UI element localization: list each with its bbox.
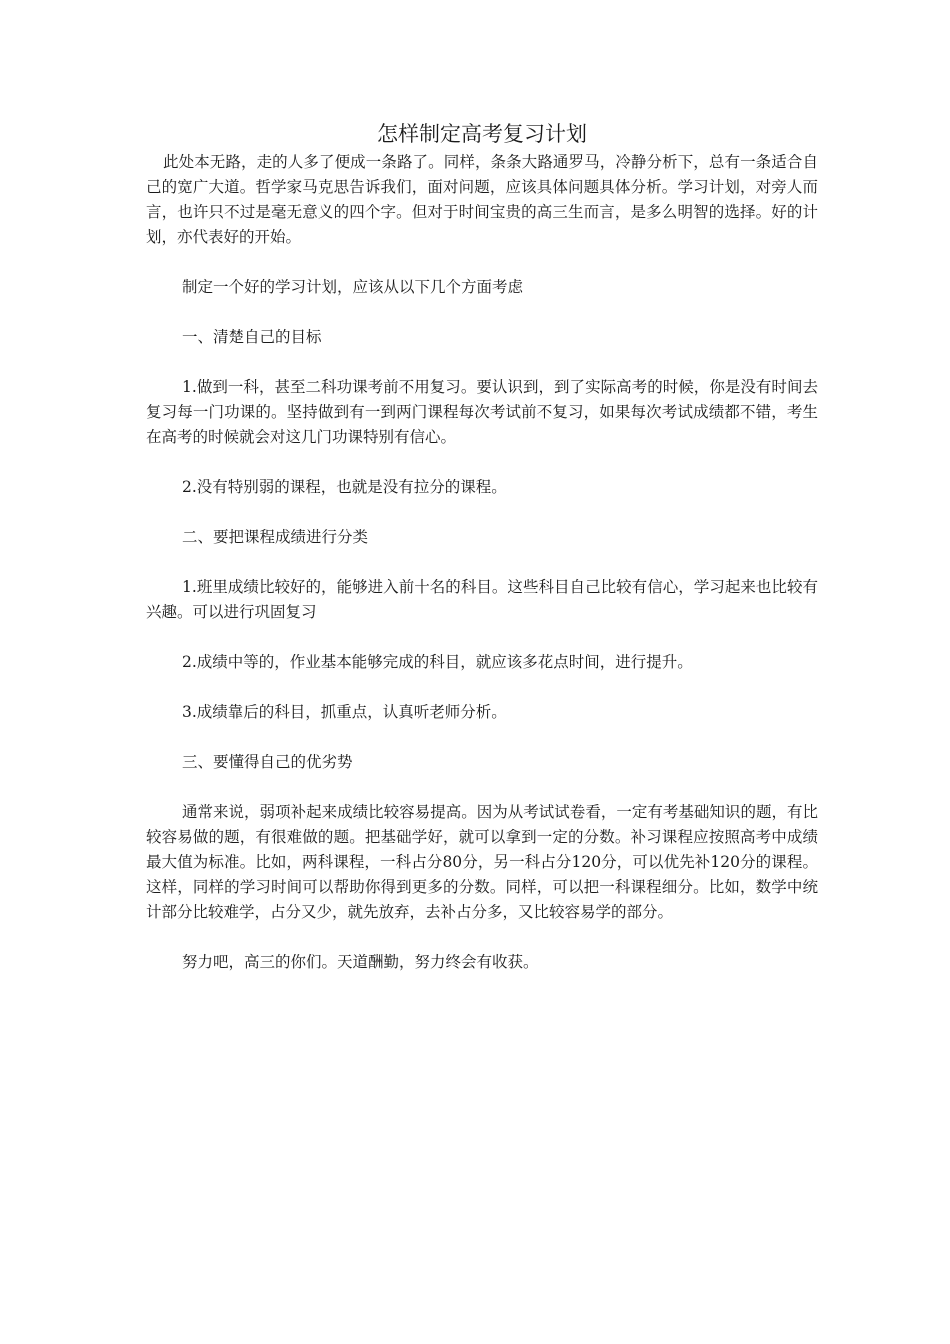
- classify-point-3: 3.成绩靠后的科目，抓重点，认真听老师分析。: [182, 703, 507, 721]
- document-title: 怎样制定高考复习计划: [377, 122, 587, 146]
- section-heading-strengths: 三、要懂得自己的优劣势: [182, 753, 353, 771]
- classify-point-1: 1.班里成绩比较好的，能够进入前十名的科目。这些科目自己比较有信心，学习起来也比较有兴趣。可以进行巩固复习: [146, 578, 818, 621]
- section-heading-goals: 一、清楚自己的目标: [182, 328, 322, 346]
- plan-lead-paragraph: 制定一个好的学习计划，应该从以下几个方面考虑: [182, 278, 524, 296]
- closing-paragraph: 努力吧，高三的你们。天道酬勤，努力终会有收获。: [182, 953, 539, 971]
- goals-point-2: 2.没有特别弱的课程，也就是没有拉分的课程。: [182, 478, 507, 496]
- classify-point-2: 2.成绩中等的，作业基本能够完成的科目，就应该多花点时间，进行提升。: [182, 653, 693, 671]
- section-heading-classify: 二、要把课程成绩进行分类: [182, 528, 369, 546]
- intro-paragraph: 此处本无路，走的人多了便成一条路了。同样，条条大路通罗马，冷静分析下，总有一条适合自己的宽广大道。哲学家马克思告诉我们，面对问题，应该具体问题具体分析。学习计划，对旁人而言，也许只不过是毫无意义的四个字。但对于时间宝贵的高三生而言，是多么明智的选择。好的计划，亦代表好的开始。: [146, 153, 818, 246]
- document-page: [146, 118, 818, 975]
- goals-point-1: 1.做到一科，甚至二科功课考前不用复习。要认识到，到了实际高考的时候，你是没有时间去复习每一门功课的。坚持做到有一到两门课程每次考试前不复习，如果每次考试成绩都不错，考生在高考的时候就会对这几门功课特别有信心。: [146, 378, 818, 446]
- strengths-paragraph: 通常来说，弱项补起来成绩比较容易提高。因为从考试试卷看，一定有考基础知识的题，有比较容易做的题，有很难做的题。把基础学好，就可以拿到一定的分数。补习课程应按照高考中成绩最大值为标准。比如，两科课程，一科占分80分，另一科占分120分，可以优先补120分的课程。这样，同样的学习时间可以帮助你得到更多的分数。同样，可以把一科课程细分。比如，数学中统计部分比较难学，占分又少，就先放弃，去补占分多，又比较容易学的部分。: [146, 803, 818, 921]
